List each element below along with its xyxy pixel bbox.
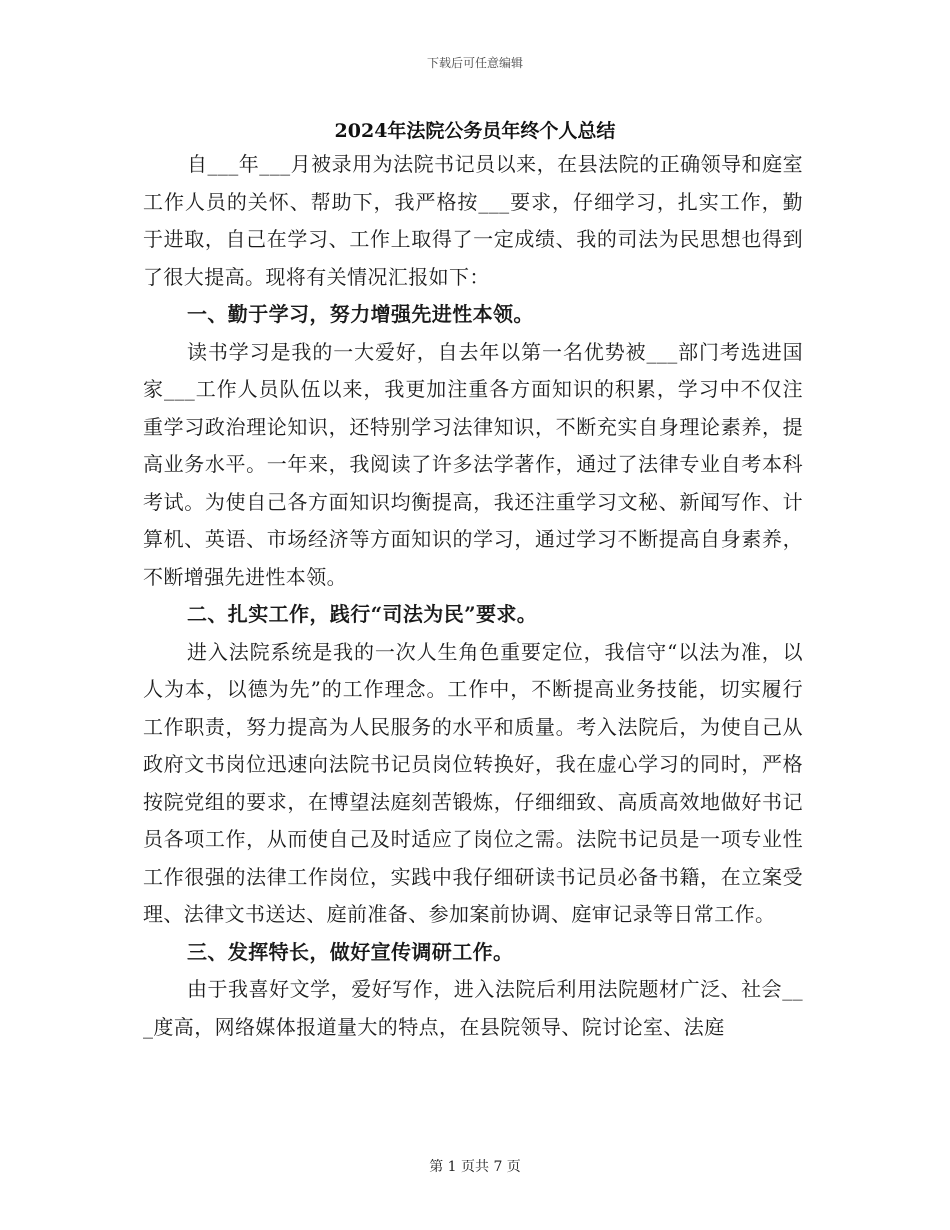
page-number-footer: 第 1 页共 7 页: [429, 1159, 521, 1175]
document-title: 2024年法院公务员年终个人总结: [334, 120, 616, 142]
paragraph-publicity: 由于我喜好文学，爱好写作，进入法院后利用法院题材广泛、社会___度高，网络媒体报道量大的特点，在县院领导、院讨论室、法庭: [143, 977, 803, 1039]
section-heading-3: 三、发挥特长，做好宣传调研工作。: [187, 939, 514, 964]
paragraph-work: 进入法院系统是我的一次人生角色重要定位，我信守“以法为准，以人为本，以德为先”的工作理念。工作中，不断提高业务技能，切实履行工作职责，努力提高为人民服务的水平和质量。考入法院后，为使自己从政府文书岗位迅速向法院书记员岗位转换好，我在虚心学习的同时，严格按院党组的要求，在博望法庭刻苦锻炼，仔细细致、高质高效地做好书记员各项工作，从而使自己及时适应了岗位之需。法院书记员是一项专业性工作很强的法律工作岗位，实践中我仔细研读书记员必备书籍，在立案受理、法律文书送达、庭前准备、参加案前协调、庭审记录等日常工作。: [143, 639, 803, 926]
paragraph-study: 读书学习是我的一大爱好，自去年以第一名优势被___部门考选进国家___工作人员队伍以来，我更加注重各方面知识的积累，学习中不仅注重学习政治理论知识，还特别学习法律知识，不断充实自身理论素养，提高业务水平。一年来，我阅读了许多法学著作，通过了法律专业自考本科考试。为使自己各方面知识均衡提高，我还注重学习文秘、新闻写作、计算机、英语、市场经济等方面知识的学习，通过学习不断提高自身素养，不断增强先进性本领。: [143, 339, 803, 589]
document-body: [143, 146, 803, 1046]
section-heading-2: 二、扎实工作，践行“司法为民”要求。: [187, 602, 538, 626]
header-note: 下载后可任意编辑: [426, 56, 523, 70]
paragraph-intro: 自___年___月被录用为法院书记员以来，在县法院的正确领导和庭室工作人员的关怀、帮助下，我严格按___要求，仔细学习，扎实工作，勤于进取，自己在学习、工作上取得了一定成绩、我的司法为民思想也得到了很大提高。现将有关情况汇报如下：: [143, 152, 803, 289]
section-heading-1: 一、勤于学习，努力增强先进性本领。: [187, 302, 534, 326]
